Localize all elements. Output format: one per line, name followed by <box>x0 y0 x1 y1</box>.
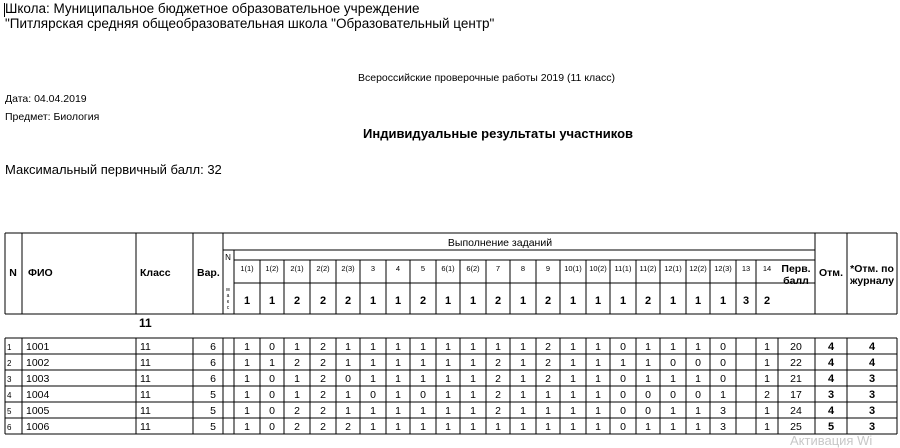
task-max-points: 1 <box>469 295 477 307</box>
task-max-points: 1 <box>569 295 577 307</box>
task-number: 2(3) <box>341 264 355 273</box>
row-task-score: 1 <box>545 421 551 433</box>
task-max-points: 2 <box>494 295 502 307</box>
row-task-score: 1 <box>420 357 426 369</box>
row-task-score: 1 <box>595 389 601 401</box>
row-task-score: 1 <box>395 389 401 401</box>
narrow-max-label: к <box>226 299 230 305</box>
row-task-score: 0 <box>420 389 426 401</box>
row-task-score: 2 <box>495 373 501 385</box>
row-task-score: 1 <box>695 405 701 417</box>
row-task-score: 1 <box>470 357 476 369</box>
row-task-score: 0 <box>720 373 726 385</box>
task-number: 12(1) <box>664 264 682 273</box>
row-journal-grade: 4 <box>868 341 876 353</box>
task-number: 2(1) <box>290 264 304 273</box>
row-fio: 1004 <box>26 389 50 401</box>
row-task-score: 1 <box>645 341 651 353</box>
row-task-score: 1 <box>445 341 451 353</box>
task-max-points: 1 <box>594 295 602 307</box>
row-task-score: 1 <box>545 389 551 401</box>
row-task-score: 2 <box>545 373 551 385</box>
row-fio: 1002 <box>26 357 50 369</box>
task-number: 14 <box>762 264 772 273</box>
row-fio: 1006 <box>26 421 50 433</box>
row-task-score: 1 <box>445 357 451 369</box>
row-task-score: 1 <box>294 341 300 353</box>
row-task-score: 1 <box>395 357 401 369</box>
row-task-score: 0 <box>645 405 651 417</box>
row-class: 11 <box>140 341 151 353</box>
row-task-score: 1 <box>570 421 576 433</box>
row-task-score: 2 <box>495 389 501 401</box>
row-task-score: 1 <box>595 373 601 385</box>
row-task-score: 1 <box>345 341 351 353</box>
row-task-score: 1 <box>645 373 651 385</box>
task-max-points: 1 <box>669 295 677 307</box>
row-task-score: 0 <box>620 405 626 417</box>
row-task-score: 1 <box>420 405 426 417</box>
task-number: 12(2) <box>689 264 707 273</box>
row-fio: 1003 <box>26 373 50 385</box>
row-task-score: 1 <box>445 421 451 433</box>
col-header-primary: балл <box>783 275 809 287</box>
row-task-score: 1 <box>345 405 351 417</box>
row-class: 11 <box>140 373 151 385</box>
row-task-score: 1 <box>495 341 501 353</box>
row-task-score: 1 <box>595 341 601 353</box>
row-task-score: 1 <box>294 373 300 385</box>
col-header-n: N <box>9 267 17 279</box>
row-task-score: 1 <box>595 405 601 417</box>
row-primary-score: 17 <box>790 389 802 401</box>
row-task-score: 1 <box>670 421 676 433</box>
row-class: 11 <box>140 405 151 417</box>
task-number: 7 <box>495 264 501 273</box>
row-variant: 6 <box>210 341 216 353</box>
row-task-score: 0 <box>720 341 726 353</box>
row-task-score: 1 <box>764 373 770 385</box>
activation-watermark: Активация Wi <box>790 433 873 448</box>
row-task-score: 1 <box>570 357 576 369</box>
task-number: 11(2) <box>639 264 657 273</box>
row-task-score: 1 <box>670 373 676 385</box>
row-task-score: 0 <box>670 357 676 369</box>
col-header-class: Класс <box>140 267 171 279</box>
task-number: 1(2) <box>265 264 279 273</box>
row-task-score: 1 <box>570 405 576 417</box>
row-variant: 6 <box>210 373 216 385</box>
exam-subject: Предмет: Биология <box>5 111 100 123</box>
row-task-score: 3 <box>720 405 726 417</box>
row-journal-grade: 3 <box>868 389 876 401</box>
col-header-fio: ФИО <box>28 267 53 279</box>
row-task-score: 1 <box>445 389 451 401</box>
row-journal-grade: 4 <box>868 357 876 369</box>
row-task-score: 1 <box>595 357 601 369</box>
row-task-score: 1 <box>370 357 376 369</box>
row-variant: 5 <box>210 405 216 417</box>
row-task-score: 2 <box>294 421 300 433</box>
row-task-score: 1 <box>570 389 576 401</box>
narrow-max-label: а <box>226 293 230 299</box>
task-max-points: 2 <box>644 295 652 307</box>
row-task-score: 2 <box>764 389 770 401</box>
task-number: 6(1) <box>441 264 455 273</box>
task-max-points: 2 <box>293 295 301 307</box>
row-grade: 4 <box>827 341 835 353</box>
row-number: 4 <box>7 391 12 400</box>
row-task-score: 1 <box>294 389 300 401</box>
row-task-score: 0 <box>620 341 626 353</box>
row-task-score: 1 <box>764 357 770 369</box>
row-task-score: 1 <box>420 373 426 385</box>
row-task-score: 1 <box>470 341 476 353</box>
row-task-score: 0 <box>620 373 626 385</box>
row-task-score: 1 <box>545 405 551 417</box>
row-task-score: 1 <box>370 373 376 385</box>
row-task-score: 1 <box>495 421 501 433</box>
task-max-points: 1 <box>694 295 702 307</box>
row-task-score: 1 <box>445 405 451 417</box>
task-max-points: 1 <box>719 295 727 307</box>
exam-title: Всероссийские проверочные работы 2019 (11 класс) <box>358 72 615 84</box>
row-journal-grade: 3 <box>868 421 876 433</box>
row-grade: 3 <box>827 389 835 401</box>
row-number: 3 <box>7 375 12 384</box>
row-task-score: 2 <box>495 357 501 369</box>
task-number: 10(1) <box>564 264 582 273</box>
row-task-score: 1 <box>395 373 401 385</box>
row-task-score: 0 <box>620 389 626 401</box>
row-task-score: 1 <box>345 357 351 369</box>
row-primary-score: 25 <box>790 421 802 433</box>
row-task-score: 1 <box>244 421 250 433</box>
row-task-score: 2 <box>320 357 326 369</box>
exam-date: Дата: 04.04.2019 <box>5 93 87 105</box>
row-number: 5 <box>7 407 12 416</box>
col-header-journal: журналу <box>849 275 895 287</box>
narrow-max-label: с <box>226 305 230 311</box>
task-number: 4 <box>395 264 401 273</box>
row-primary-score: 22 <box>790 357 802 369</box>
row-class: 11 <box>140 421 151 433</box>
task-max-points: 2 <box>344 295 352 307</box>
task-max-points: 2 <box>763 295 771 307</box>
row-task-score: 2 <box>345 421 351 433</box>
row-grade: 5 <box>827 421 835 433</box>
task-max-points: 1 <box>243 295 251 307</box>
row-journal-grade: 3 <box>868 373 876 385</box>
row-task-score: 2 <box>320 373 326 385</box>
row-task-score: 0 <box>695 389 701 401</box>
task-max-points: 2 <box>419 295 427 307</box>
row-task-score: 1 <box>695 421 701 433</box>
school-line-1: Школа: Муниципальное бюджетное образовательное учреждение <box>5 1 420 16</box>
row-task-score: 1 <box>520 357 526 369</box>
row-class: 11 <box>140 389 151 401</box>
row-task-score: 2 <box>545 341 551 353</box>
task-max-points: 1 <box>369 295 377 307</box>
task-number: 2(2) <box>316 264 330 273</box>
row-task-score: 0 <box>370 389 376 401</box>
row-task-score: 2 <box>495 405 501 417</box>
row-task-score: 1 <box>470 373 476 385</box>
row-task-score: 2 <box>294 405 300 417</box>
task-max-points: 1 <box>619 295 627 307</box>
school-line-2: "Питлярская средняя общеобразовательная школа "Образовательный центр" <box>5 16 495 31</box>
row-task-score: 1 <box>570 373 576 385</box>
task-number: 12(3) <box>714 264 732 273</box>
row-task-score: 0 <box>269 341 275 353</box>
row-task-score: 2 <box>545 357 551 369</box>
row-task-score: 1 <box>645 421 651 433</box>
row-task-score: 2 <box>320 405 326 417</box>
row-fio: 1005 <box>26 405 50 417</box>
row-number: 1 <box>7 343 12 352</box>
row-task-score: 1 <box>764 421 770 433</box>
narrow-n: N <box>225 253 231 262</box>
row-task-score: 1 <box>244 357 250 369</box>
narrow-max-label: м <box>226 287 230 293</box>
task-max-points: 1 <box>268 295 276 307</box>
row-task-score: 1 <box>520 373 526 385</box>
row-task-score: 0 <box>620 421 626 433</box>
task-number: 10(2) <box>589 264 607 273</box>
row-task-score: 1 <box>520 341 526 353</box>
row-task-score: 1 <box>620 357 626 369</box>
row-task-score: 2 <box>320 389 326 401</box>
report-title: Индивидуальные результаты участников <box>363 126 634 141</box>
row-grade: 4 <box>827 405 835 417</box>
row-grade: 4 <box>827 357 835 369</box>
row-task-score: 1 <box>244 405 250 417</box>
row-task-score: 1 <box>445 373 451 385</box>
row-task-score: 1 <box>395 405 401 417</box>
row-task-score: 1 <box>764 405 770 417</box>
row-task-score: 1 <box>520 389 526 401</box>
col-header-variant: Вар. <box>197 267 220 279</box>
row-task-score: 1 <box>670 341 676 353</box>
row-task-score: 1 <box>470 421 476 433</box>
row-primary-score: 21 <box>790 373 802 385</box>
group-label: 11 <box>139 316 152 330</box>
task-max-points: 1 <box>519 295 527 307</box>
row-task-score: 0 <box>269 405 275 417</box>
task-number: 13 <box>741 264 751 273</box>
row-task-score: 1 <box>695 373 701 385</box>
row-task-score: 1 <box>420 341 426 353</box>
row-task-score: 1 <box>370 341 376 353</box>
row-task-score: 2 <box>320 421 326 433</box>
row-task-score: 0 <box>670 389 676 401</box>
task-max-points: 1 <box>394 295 402 307</box>
row-task-score: 1 <box>645 357 651 369</box>
row-task-score: 1 <box>520 405 526 417</box>
row-task-score: 1 <box>395 341 401 353</box>
row-task-score: 1 <box>244 373 250 385</box>
row-task-score: 0 <box>720 357 726 369</box>
row-number: 6 <box>7 423 12 432</box>
row-task-score: 1 <box>595 421 601 433</box>
row-variant: 5 <box>210 389 216 401</box>
col-header-grade: Отм. <box>819 267 843 279</box>
row-task-score: 1 <box>244 389 250 401</box>
row-task-score: 3 <box>720 421 726 433</box>
row-class: 11 <box>140 357 151 369</box>
row-task-score: 1 <box>470 389 476 401</box>
row-task-score: 0 <box>695 357 701 369</box>
row-task-score: 2 <box>320 341 326 353</box>
row-task-score: 0 <box>645 389 651 401</box>
row-variant: 6 <box>210 357 216 369</box>
task-number: 11(1) <box>614 264 632 273</box>
row-task-score: 1 <box>764 341 770 353</box>
row-task-score: 1 <box>570 341 576 353</box>
row-task-score: 1 <box>370 421 376 433</box>
row-fio: 1001 <box>26 341 50 353</box>
row-task-score: 1 <box>244 341 250 353</box>
col-header-primary: Перв. <box>781 263 811 275</box>
row-task-score: 0 <box>269 389 275 401</box>
row-task-score: 1 <box>520 421 526 433</box>
task-number: 9 <box>545 264 551 273</box>
row-task-score: 1 <box>670 405 676 417</box>
task-max-points: 3 <box>742 295 750 307</box>
row-grade: 4 <box>827 373 835 385</box>
tasks-header: Выполнение заданий <box>447 237 553 249</box>
row-task-score: 0 <box>345 373 351 385</box>
task-number: 1(1) <box>240 264 254 273</box>
task-max-points: 2 <box>319 295 327 307</box>
row-number: 2 <box>7 359 12 368</box>
row-task-score: 1 <box>269 357 275 369</box>
task-max-points: 2 <box>544 295 552 307</box>
row-task-score: 1 <box>370 405 376 417</box>
col-header-journal: *Отм. по <box>850 263 894 275</box>
task-number: 3 <box>370 264 376 273</box>
task-number: 5 <box>420 264 426 273</box>
row-task-score: 1 <box>470 405 476 417</box>
task-number: 8 <box>520 264 526 273</box>
row-task-score: 1 <box>695 341 701 353</box>
row-task-score: 1 <box>345 389 351 401</box>
row-primary-score: 20 <box>790 341 802 353</box>
max-score: Максимальный первичный балл: 32 <box>5 162 222 177</box>
task-max-points: 1 <box>444 295 452 307</box>
row-task-score: 1 <box>395 421 401 433</box>
row-task-score: 2 <box>294 357 300 369</box>
row-task-score: 0 <box>269 373 275 385</box>
row-task-score: 0 <box>269 421 275 433</box>
task-number: 6(2) <box>466 264 480 273</box>
row-primary-score: 24 <box>790 405 802 417</box>
row-variant: 5 <box>210 421 216 433</box>
row-journal-grade: 3 <box>868 405 876 417</box>
row-task-score: 1 <box>720 389 726 401</box>
row-task-score: 1 <box>420 421 426 433</box>
